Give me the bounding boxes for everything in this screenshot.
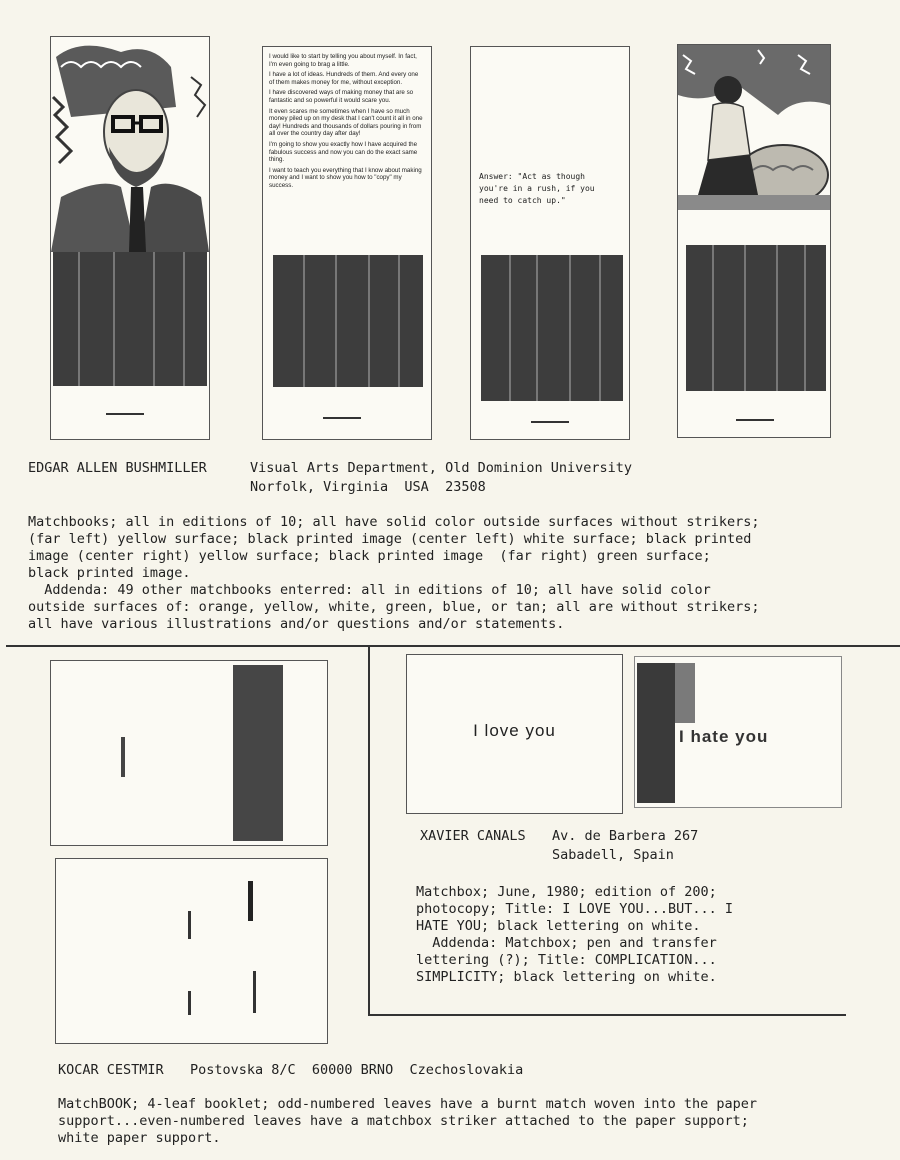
love-text: I love you (473, 721, 556, 740)
matchbook-figure (677, 44, 831, 438)
burnt-match (188, 911, 191, 939)
artist-name: EDGAR ALLEN BUSHMILLER (28, 460, 207, 476)
address-line: Norfolk, Virginia USA 23508 (250, 479, 486, 495)
description-block (416, 884, 733, 986)
matchbook-cover-flap (686, 245, 826, 391)
description-block (28, 514, 760, 633)
matchbox-love (406, 654, 623, 814)
matchbook-text-page (262, 46, 432, 440)
portrait-illustration (51, 37, 209, 252)
description-line: all have various illustrations and/or questions and/or statements. (28, 616, 565, 632)
paragraph: I have discovered ways of making money that are so fantastic and so powerful it would scare you. (269, 89, 414, 104)
column-divider (368, 646, 370, 1015)
description-line: Addenda: Matchbox; pen and transfer (416, 935, 717, 951)
description-line: SIMPLICITY; black lettering on white. (416, 969, 717, 985)
paragraph: I want to teach you everything that I know about making money and I want to show you how to "copy" my success. (269, 166, 422, 189)
description-line: HATE YOU; black lettering on white. (416, 918, 701, 934)
artist-name: XAVIER CANALS (420, 828, 526, 844)
description-line: outside surfaces of: orange, yellow, white, green, blue, or tan; all are without strikers; (28, 599, 760, 615)
address-line: Postovska 8/C 60000 BRNO Czechoslovakia (190, 1062, 524, 1078)
description-block (58, 1096, 757, 1147)
burnt-match (253, 971, 256, 1013)
description-line: Matchbox; June, 1980; edition of 200; (416, 884, 717, 900)
matchbook-answer (470, 46, 630, 440)
booklet-leaf (55, 858, 328, 1044)
description-line: Matchbooks; all in editions of 10; all have solid color outside surfaces without strikers; (28, 514, 760, 530)
striker-line (531, 421, 569, 423)
burnt-match (121, 737, 125, 777)
description-line: support...even-numbered leaves have a matchbox striker attached to the paper support; (58, 1113, 749, 1129)
matchbook-portrait (50, 36, 210, 440)
booklet-leaf (50, 660, 328, 846)
section-divider (6, 645, 900, 647)
matchbook-cover-flap (53, 252, 207, 386)
description-line: MatchBOOK; 4-leaf booklet; odd-numbered leaves have a burnt match woven into the paper (58, 1096, 757, 1112)
seated-figure-illustration (678, 45, 830, 210)
hate-text: I hate you (679, 727, 769, 746)
description-line: photocopy; Title: I LOVE YOU...BUT... I (416, 901, 733, 917)
paragraph: It even scares me sometimes when I have so much money piled up on my desk that I can't count it all in one day! Hundreds and thousands of dollars pouring in from all over the country day after day! (269, 107, 423, 138)
box-bottom-rule (368, 1014, 846, 1016)
address-line: Sabadell, Spain (552, 847, 674, 863)
description-line: white paper support. (58, 1130, 221, 1146)
description-line: lettering (?); Title: COMPLICATION... (416, 952, 717, 968)
address-line: Av. de Barbera 267 (552, 828, 699, 844)
burnt-match (188, 991, 191, 1015)
striker-line (736, 419, 774, 421)
photocopy-shadow (675, 663, 695, 723)
matchbook-text-block (269, 53, 425, 253)
burnt-match (248, 881, 253, 921)
matchbook-cover-flap (273, 255, 423, 387)
description-line: Addenda: 49 other matchbooks enterred: all in editions of 10; all have solid color (28, 582, 711, 598)
address-line: Visual Arts Department, Old Dominion University (250, 460, 633, 476)
artist-name: KOCAR CESTMIR (58, 1062, 164, 1078)
matchbook-cover-flap (481, 255, 623, 401)
striker-line (106, 413, 144, 415)
photocopy-shadow (637, 663, 675, 803)
description-line: black printed image. (28, 565, 191, 581)
paragraph: I'm going to show you exactly how I have acquired the fabulous success and now you can do the exact same thing. (269, 140, 418, 164)
striker-strip (233, 665, 283, 841)
answer-text: Answer: "Act as though you're in a rush, if you need to catch up." (479, 172, 595, 205)
matchbox-hate (634, 656, 842, 808)
paragraph: I have a lot of ideas. Hundreds of them. And every one of them makes money for me, without exception. (269, 71, 419, 86)
description-line: image (center right) yellow surface; black printed image (far right) green surface; (28, 548, 711, 564)
description-line: (far left) yellow surface; black printed image (center left) white surface; black printed (28, 531, 752, 547)
striker-line (323, 417, 361, 419)
paragraph: I would like to start by telling you about myself. In fact, I'm even going to brag a little. (269, 53, 417, 68)
